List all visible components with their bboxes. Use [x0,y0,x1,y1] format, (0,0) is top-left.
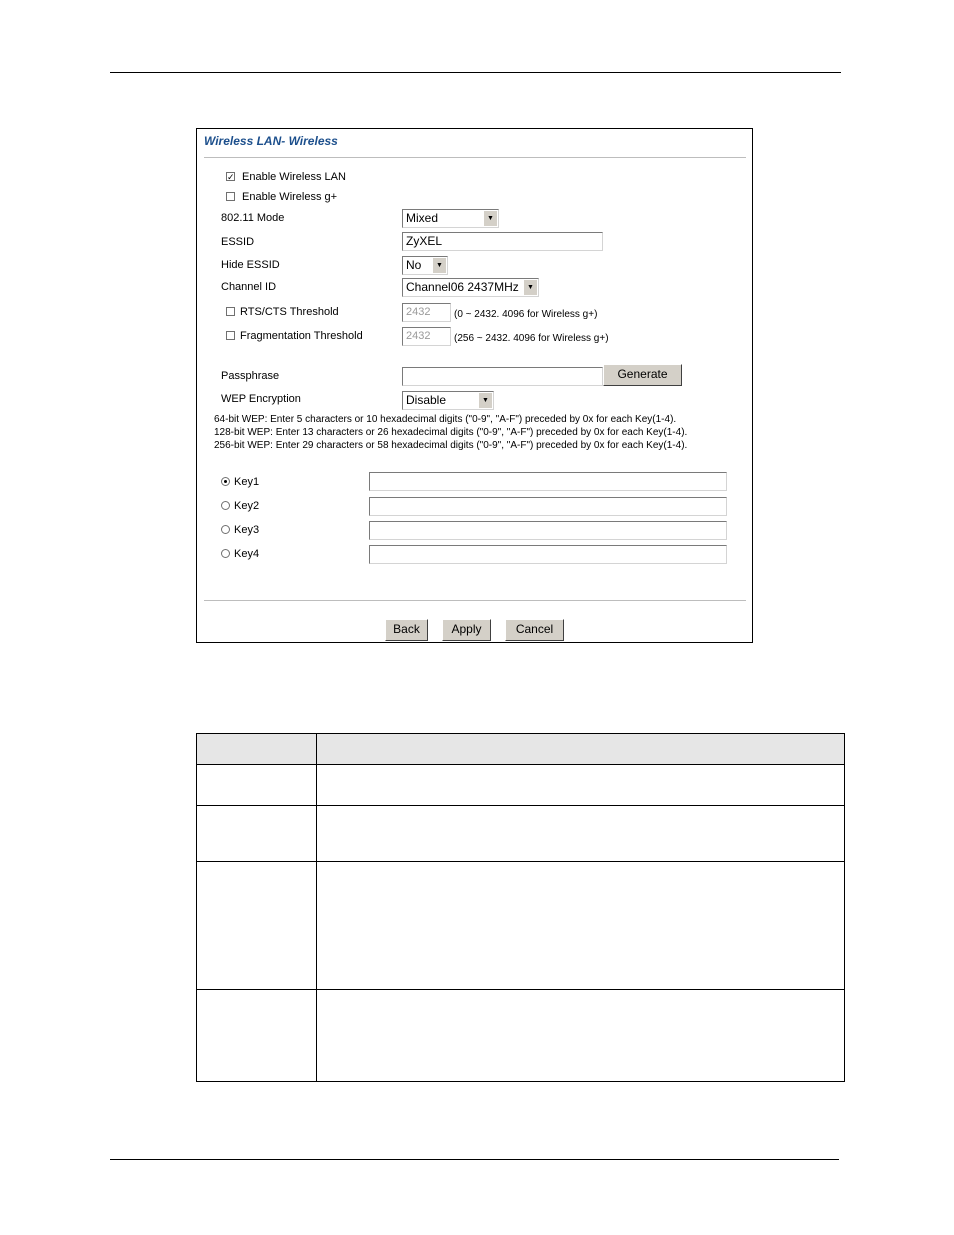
frag-note: (256 ~ 2432. 4096 for Wireless g+) [454,333,609,344]
key3-label: Key3 [234,524,260,536]
wep-note-64: 64-bit WEP: Enter 5 characters or 10 hexadecimal digits ("0-9", "A-F") preceded by 0x for each Key(1-4). [214,414,677,425]
essid-input[interactable]: ZyXEL [402,232,603,251]
footer-separator [204,600,746,601]
rts-label: RTS/CTS Threshold [240,306,339,318]
key1-label: Key1 [234,476,260,488]
enable-g-plus-label: Enable Wireless g+ [242,191,338,203]
row-divider [197,805,844,806]
row-divider [197,861,844,862]
table-header-row [197,734,844,765]
key2-radio[interactable] [221,501,230,510]
column-divider [316,734,317,1081]
channel-label: Channel ID [221,281,277,293]
chevron-down-icon: ▼ [523,280,537,295]
passphrase-label: Passphrase [221,370,280,382]
generate-button[interactable]: Generate [603,364,682,386]
key4-input[interactable] [369,545,727,564]
back-button[interactable]: Back [385,619,428,641]
chevron-down-icon: ▼ [432,258,446,273]
rts-note: (0 ~ 2432. 4096 for Wireless g+) [454,309,598,320]
wireless-lan-panel [196,128,753,643]
hide-essid-label: Hide ESSID [221,259,280,271]
footer-rule [110,1159,839,1160]
apply-button[interactable]: Apply [442,619,491,641]
enable-wlan-label: Enable Wireless LAN [242,171,346,183]
passphrase-input[interactable] [402,367,603,386]
mode-select[interactable]: Mixed ▼ [402,209,499,228]
rts-checkbox[interactable] [226,307,235,316]
key4-radio[interactable] [221,549,230,558]
key1-input[interactable] [369,472,727,491]
key2-input[interactable] [369,497,727,516]
title-separator [204,157,746,158]
wep-note-128: 128-bit WEP: Enter 13 characters or 26 hexadecimal digits ("0-9", "A-F") preceded by 0x for each Key(1-4). [214,427,688,438]
rts-input[interactable]: 2432 [402,303,451,322]
hide-essid-select[interactable]: No ▼ [402,256,448,275]
channel-select[interactable]: Channel06 2437MHz ▼ [402,278,539,297]
wep-label: WEP Encryption [221,393,301,405]
cancel-button[interactable]: Cancel [505,619,564,641]
essid-label: ESSID [221,236,255,248]
panel-title: Wireless LAN- Wireless [204,134,338,148]
chevron-down-icon: ▼ [478,393,492,408]
wep-select[interactable]: Disable ▼ [402,391,494,410]
frag-input[interactable]: 2432 [402,327,451,346]
header-rule [110,72,841,73]
row-divider [197,989,844,990]
enable-g-plus-checkbox[interactable] [226,192,235,201]
description-table [196,733,845,1082]
mode-label: 802.11 Mode [221,212,285,224]
chevron-down-icon: ▼ [483,211,497,226]
frag-checkbox[interactable] [226,331,235,340]
key4-label: Key4 [234,548,260,560]
wep-note-256: 256-bit WEP: Enter 29 characters or 58 hexadecimal digits ("0-9", "A-F") preceded by 0x for each Key(1-4). [214,440,688,451]
key3-radio[interactable] [221,525,230,534]
key3-input[interactable] [369,521,727,540]
enable-wlan-checkbox[interactable]: ✓ [227,172,235,182]
key1-radio[interactable] [221,477,230,486]
frag-label: Fragmentation Threshold [240,330,363,342]
key2-label: Key2 [234,500,260,512]
